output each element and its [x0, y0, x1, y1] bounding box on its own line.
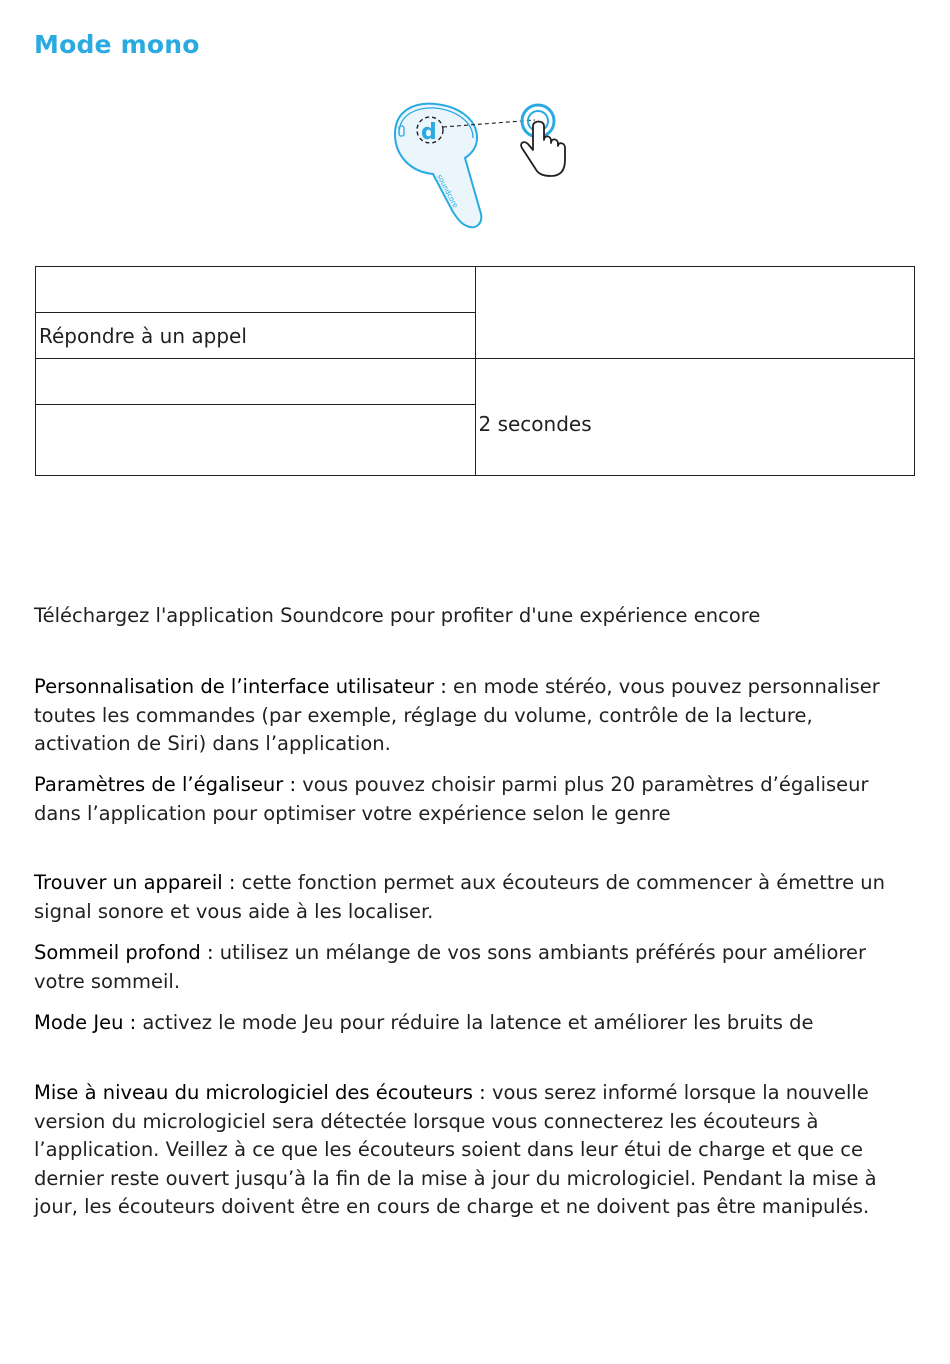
feature-item [34, 1009, 934, 1038]
feature-item [34, 673, 914, 759]
feature-label: Mode Jeu : [34, 1011, 137, 1034]
table-cell: Répondre à un appel [36, 313, 476, 359]
control-table [35, 266, 915, 476]
table-cell [475, 267, 915, 359]
tap-hand-icon [521, 105, 565, 176]
table-cell [36, 267, 476, 313]
feature-text: utilisez un mélange de vos sons ambiants préférés pour améliorer votre sommeil. [34, 941, 867, 993]
feature-label: Personnalisation de l’interface utilisateur : [34, 675, 447, 698]
table-cell [36, 405, 476, 476]
feature-text: vous pouvez choisir parmi plus 20 paramètres d’égaliseur dans l’application pour optimiser votre expérience selon le genre [34, 773, 869, 825]
table-cell [36, 359, 476, 405]
page-title: Mode mono [34, 30, 200, 59]
feature-label: Trouver un appareil : [34, 871, 236, 894]
feature-text: activez le mode Jeu pour réduire la latence et améliorer les bruits de [136, 1011, 814, 1034]
feature-item [34, 869, 914, 926]
brand-text: soundcore [435, 173, 460, 210]
earbud-icon [395, 104, 481, 228]
svg-text:d: d [421, 120, 437, 145]
feature-text: vous serez informé lorsque la nouvelle version du micrologiciel sera détectée lorsque vous connecterez les écouteurs à l’application. Veillez à ce que les écouteurs soient dans leur étui de charge et que ce dernier reste ouvert jusqu’à la fin de la mise à jour du micrologiciel. Pendant la mise à jour, les écouteurs doivent être en cours de charge et ne doivent pas être manipulés. [34, 1081, 877, 1218]
feature-label: Mise à niveau du micrologiciel des écouteurs : [34, 1081, 486, 1104]
feature-item [34, 1079, 914, 1222]
feature-item [34, 939, 914, 996]
feature-text: en mode stéréo, vous pouvez personnaliser toutes les commandes (par exemple, réglage du volume, contrôle de la lecture, activation de Siri) dans l’application. [34, 675, 880, 755]
mono-mode-illustration [385, 96, 575, 236]
app-intro: Téléchargez l'application Soundcore pour profiter d'une expérience encore [34, 604, 761, 627]
feature-item [34, 771, 914, 828]
feature-label: Paramètres de l’égaliseur : [34, 773, 297, 796]
table-cell: 2 secondes [475, 359, 915, 476]
feature-text: cette fonction permet aux écouteurs de commencer à émettre un signal sonore et vous aide à les localiser. [34, 871, 886, 923]
feature-label: Sommeil profond : [34, 941, 214, 964]
